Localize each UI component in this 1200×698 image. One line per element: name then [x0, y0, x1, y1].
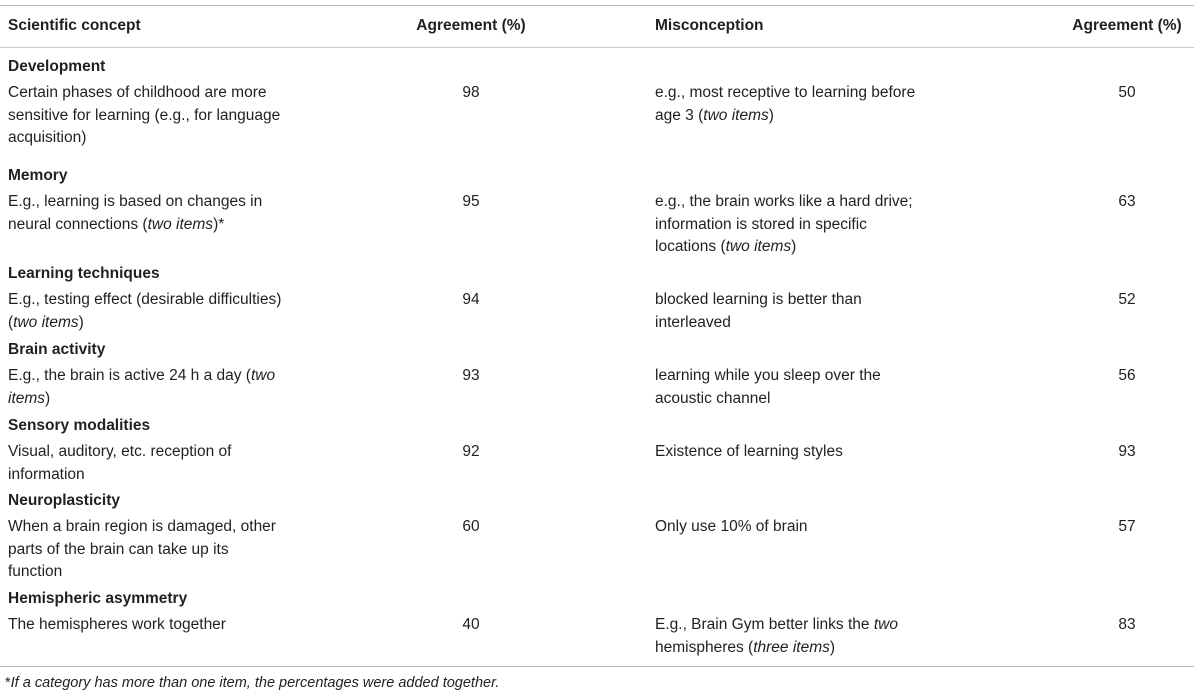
concept-cell: When a brain region is damaged, other parts of the brain can take up its function	[8, 518, 276, 580]
misconception-cell: blocked learning is better than interleaved	[655, 291, 862, 331]
group-title: Neuroplasticity	[8, 492, 120, 509]
table-footnote	[5, 673, 499, 693]
misconception-cell: learning while you sleep over the acoustic channel	[655, 367, 881, 407]
concept-cell: E.g., learning is based on changes in neural connections (two items)*	[8, 193, 263, 233]
agreement-concept-cell: 93	[462, 367, 480, 384]
agreement-concept-cell: 92	[462, 443, 480, 460]
misconception-cell: Existence of learning styles	[655, 443, 843, 460]
table-bottom-rule	[0, 666, 1194, 667]
header-agreement-concept: Agreement (%)	[416, 17, 526, 34]
misconception-cell: Only use 10% of brain	[655, 518, 808, 535]
misconception-cell: e.g., the brain works like a hard drive; information is stored in specific locations (two items)	[655, 193, 913, 255]
header-rule	[0, 47, 1194, 48]
agreement-concept-cell: 94	[462, 291, 480, 308]
group-title: Brain activity	[8, 341, 106, 358]
header-misconception: Misconception	[655, 17, 764, 34]
agreement-misconception-cell: 83	[1118, 616, 1136, 633]
agreement-concept-cell: 95	[462, 193, 480, 210]
agreement-misconception-cell: 52	[1118, 291, 1136, 308]
agreement-concept-cell: 60	[462, 518, 480, 535]
agreement-misconception-cell: 56	[1118, 367, 1136, 384]
group-title: Development	[8, 58, 106, 75]
agreement-concept-cell: 40	[462, 616, 480, 633]
header-scientific-concept: Scientific concept	[8, 17, 141, 34]
misconception-cell: e.g., most receptive to learning before age 3 (two items)	[655, 84, 916, 124]
group-title: Sensory modalities	[8, 417, 151, 434]
header-agreement-misconception: Agreement (%)	[1072, 17, 1182, 34]
agreement-misconception-cell: 57	[1118, 518, 1136, 535]
concept-cell: E.g., the brain is active 24 h a day (two items)	[8, 367, 276, 407]
concept-cell: E.g., testing effect (desirable difficulties) (two items)	[8, 291, 282, 331]
footnote-text: If a category has more than one item, the percentages were added together.	[10, 675, 500, 691]
agreement-misconception-cell: 93	[1118, 443, 1136, 460]
concept-cell: The hemispheres work together	[8, 616, 226, 633]
agreement-misconception-cell: 63	[1118, 193, 1136, 210]
table-top-rule	[0, 5, 1194, 6]
group-title: Hemispheric asymmetry	[8, 590, 188, 607]
concept-cell: Certain phases of childhood are more sensitive for learning (e.g., for language acquisition)	[8, 84, 281, 146]
concept-cell: Visual, auditory, etc. reception of information	[8, 443, 232, 483]
group-title: Learning techniques	[8, 265, 160, 282]
group-title: Memory	[8, 167, 68, 184]
misconception-cell: E.g., Brain Gym better links the two hemispheres (three items)	[655, 616, 898, 656]
agreement-concept-cell: 98	[462, 84, 480, 101]
agreement-misconception-cell: 50	[1118, 84, 1136, 101]
footnote-marker: *	[5, 675, 11, 691]
